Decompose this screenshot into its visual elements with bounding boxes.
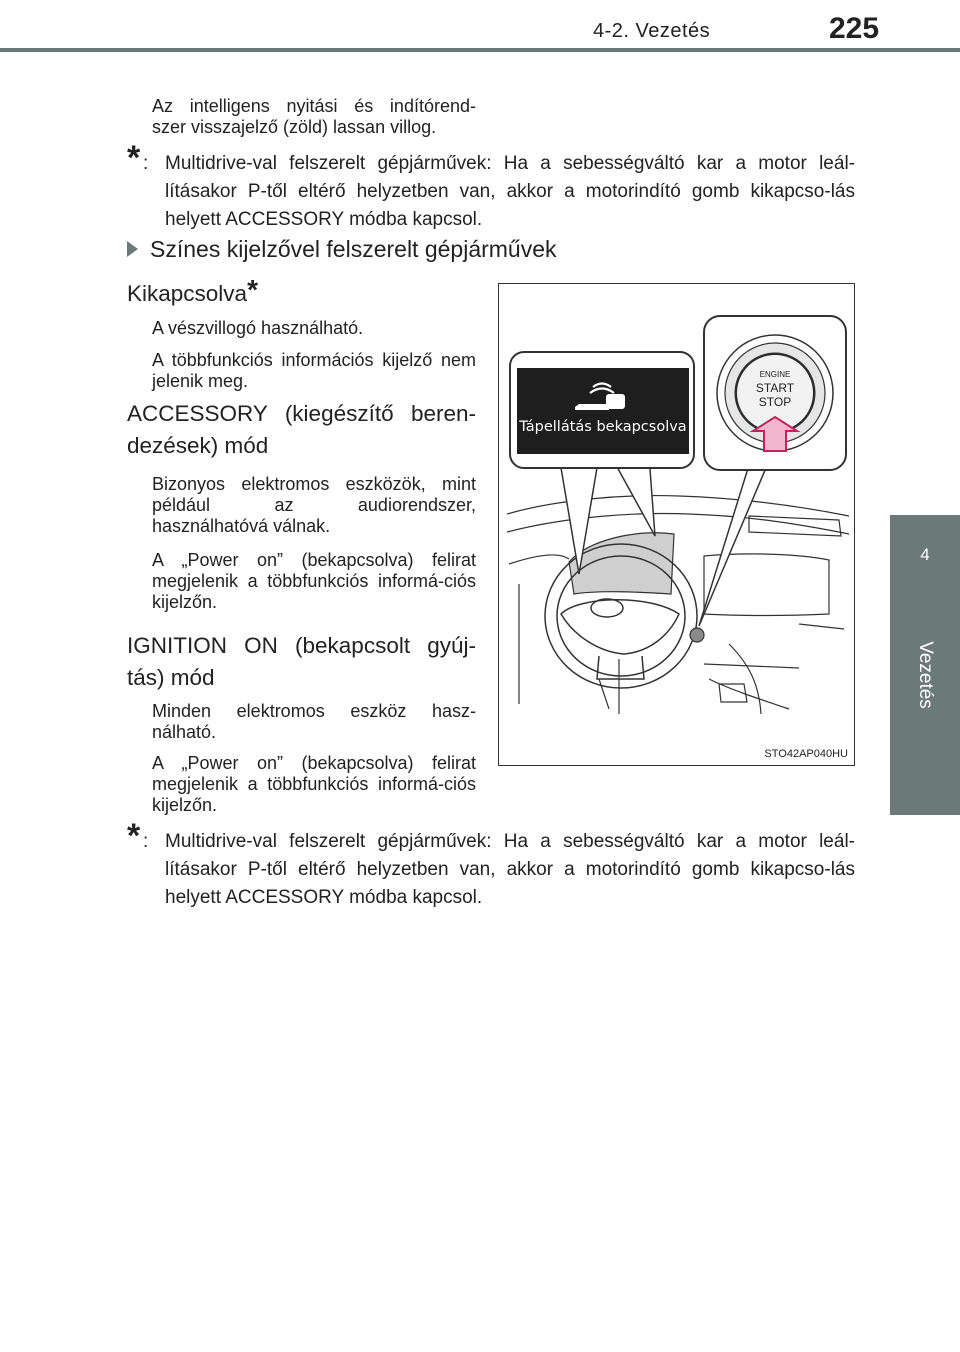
triangle-bullet-icon bbox=[127, 241, 138, 257]
button-label-stop: STOP bbox=[758, 395, 792, 409]
section-title-text: Színes kijelzővel felszerelt gépjárművek bbox=[150, 236, 557, 262]
dashboard-illustration bbox=[498, 283, 855, 766]
button-label-engine: ENGINE bbox=[759, 370, 791, 379]
chapter-label-wrap bbox=[912, 610, 938, 740]
page-number: 225 bbox=[829, 12, 880, 45]
intro-line-2: szer visszajelző (zöld) lassan villog. bbox=[152, 117, 437, 137]
footnote-text: Multidrive-val felszerelt gépjárművek: Ha a sebességváltó kar a motor leál-lításakor P-től eltérő helyzetben van, akkor a motorindító gomb kikapcso-lás helyett ACCESSORY módba kapcsol. bbox=[165, 153, 855, 230]
mode-off-heading-text: Kikapcsolva bbox=[127, 281, 248, 306]
display-screen bbox=[517, 368, 689, 454]
footnote-2 bbox=[127, 817, 855, 912]
footnote-text: Multidrive-val felszerelt gépjárművek: Ha a sebességváltó kar a motor leál-lításakor P-től eltérő helyzetben van, akkor a motorindító gomb kikapcso-lás helyett ACCESSORY módba kapcsol. bbox=[165, 831, 855, 908]
mode-accessory-heading: ACCESSORY (kiegészítő beren-dezések) mód bbox=[127, 401, 476, 458]
figure-code: STO42AP040HU bbox=[764, 748, 848, 760]
mode-ignition-para-1: Minden elektromos eszköz hasz-nálható. bbox=[152, 701, 476, 742]
chapter-label: Vezetés bbox=[915, 641, 936, 709]
footnote-colon: : bbox=[143, 831, 149, 852]
footnote-colon: : bbox=[143, 153, 149, 174]
section-header: 4-2. Vezetés bbox=[593, 20, 711, 42]
mode-accessory-para-1: Bizonyos elektromos eszközök, mint például az audiorendszer, használhatóvá válnak. bbox=[152, 474, 476, 536]
mode-ignition-heading: IGNITION ON (bekapcsolt gyúj-tás) mód bbox=[127, 633, 476, 690]
header-divider bbox=[0, 48, 960, 52]
mode-off-para-1: A vészvillogó használható. bbox=[152, 318, 364, 338]
footnote-star: * bbox=[127, 139, 141, 177]
button-label-start: START bbox=[755, 381, 795, 395]
display-text: Tápellátás bekapcsolva bbox=[519, 419, 687, 435]
mode-accessory-para-2: A „Power on” (bekapcsolva) felirat megjelenik a többfunkciós informá-ciós kijelzőn. bbox=[152, 550, 476, 612]
footnote-star: * bbox=[127, 817, 141, 855]
dashboard-drawing bbox=[499, 284, 856, 767]
footnote-1 bbox=[127, 139, 855, 234]
chapter-tab bbox=[890, 515, 960, 815]
mode-off-para-2: A többfunkciós információs kijelző nem jelenik meg. bbox=[152, 350, 476, 391]
chapter-number: 4 bbox=[920, 545, 930, 564]
mode-ignition-para-2: A „Power on” (bekapcsolva) felirat megjelenik a többfunkciós informá-ciós kijelzőn. bbox=[152, 753, 476, 815]
mode-off-star: * bbox=[247, 274, 258, 305]
section-title bbox=[127, 236, 557, 263]
mode-off-heading bbox=[127, 274, 258, 310]
intro-line-1: Az intelligens nyitási és indítórend- bbox=[152, 96, 476, 116]
